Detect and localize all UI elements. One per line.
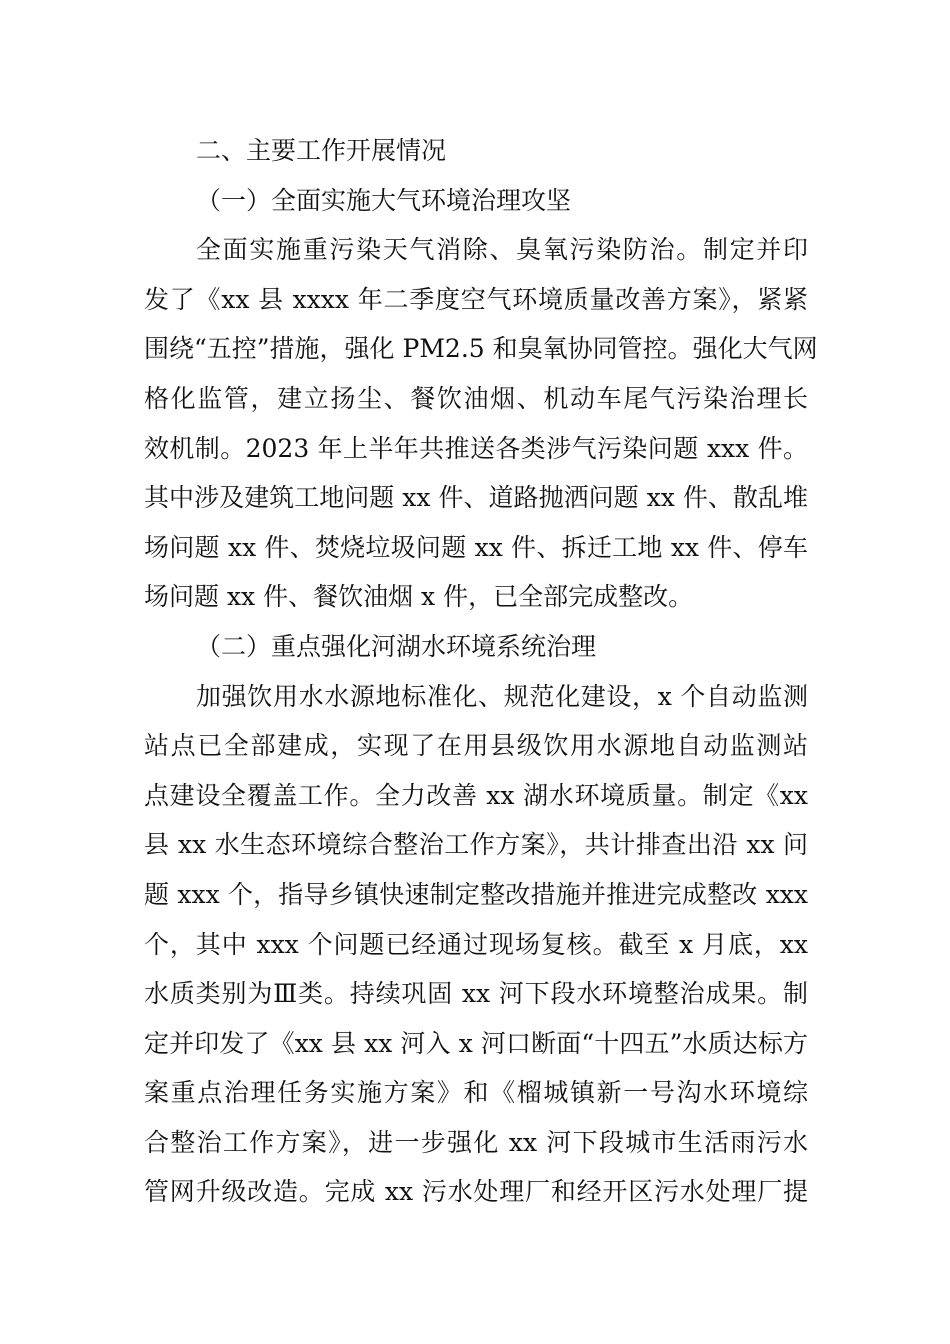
paragraph-line: 个，其中 xxx 个问题已经通过现场复核。截至 x 月底，xx xyxy=(144,929,808,959)
paragraph-line: 效机制。2023 年上半年共推送各类涉气污染问题 xxx 件。 xyxy=(144,433,808,463)
paragraph-line: 场问题 xx 件、餐饮油烟 x 件，已全部完成整改。 xyxy=(144,582,694,612)
paragraph-line: 围绕“五控”措施，强化 PM2.5 和臭氧协同管控。强化大气网 xyxy=(144,334,818,364)
section-heading: 二、主要工作开展情况 xyxy=(196,136,447,165)
paragraph-line: 站点已全部建成，实现了在用县级饮用水源地自动监测站 xyxy=(144,731,808,761)
paragraph-line: 其中涉及建筑工地问题 xx 件、道路抛洒问题 xx 件、散乱堆 xyxy=(144,483,808,513)
paragraph-line: 案重点治理任务实施方案》和《榴城镇新一号沟水环境综 xyxy=(144,1078,808,1108)
paragraph-line: 题 xxx 个，指导乡镇快速制定整改措施并推进完成整改 xxx xyxy=(144,879,808,909)
paragraph-line: 定并印发了《xx 县 xx 河入 x 河口断面“十四五”水质达标方 xyxy=(144,1028,808,1058)
paragraph-line: 加强饮用水水源地标准化、规范化建设，x 个自动监测 xyxy=(196,681,808,711)
paragraph-line: 全面实施重污染天气消除、臭氧污染防治。制定并印 xyxy=(196,235,808,265)
paragraph-line: 管网升级改造。完成 xx 污水处理厂和经开区污水处理厂提 xyxy=(144,1177,808,1207)
paragraph-line: 水质类别为Ⅲ类。持续巩固 xx 河下段水环境整治成果。制 xyxy=(144,979,808,1009)
paragraph-line: 格化监管，建立扬尘、餐饮油烟、机动车尾气污染治理长 xyxy=(144,383,808,413)
paragraph-line: 县 xx 水生态环境综合整治工作方案》，共计排查出沿 xx 问 xyxy=(144,830,808,860)
paragraph-line: 场问题 xx 件、焚烧垃圾问题 xx 件、拆迁工地 xx 件、停车 xyxy=(144,532,808,562)
document-body xyxy=(144,126,818,1217)
paragraph-line: 发了《xx 县 xxxx 年二季度空气环境质量改善方案》，紧紧 xyxy=(144,284,808,314)
subsection-heading-1: （一）全面实施大气环境治理攻坚 xyxy=(196,185,572,215)
subsection-heading-2: （二）重点强化河湖水环境系统治理 xyxy=(196,631,597,661)
paragraph-line: 合整治工作方案》，进一步强化 xx 河下段城市生活雨污水 xyxy=(144,1127,808,1157)
paragraph-line: 点建设全覆盖工作。全力改善 xx 湖水环境质量。制定《xx xyxy=(144,780,808,810)
